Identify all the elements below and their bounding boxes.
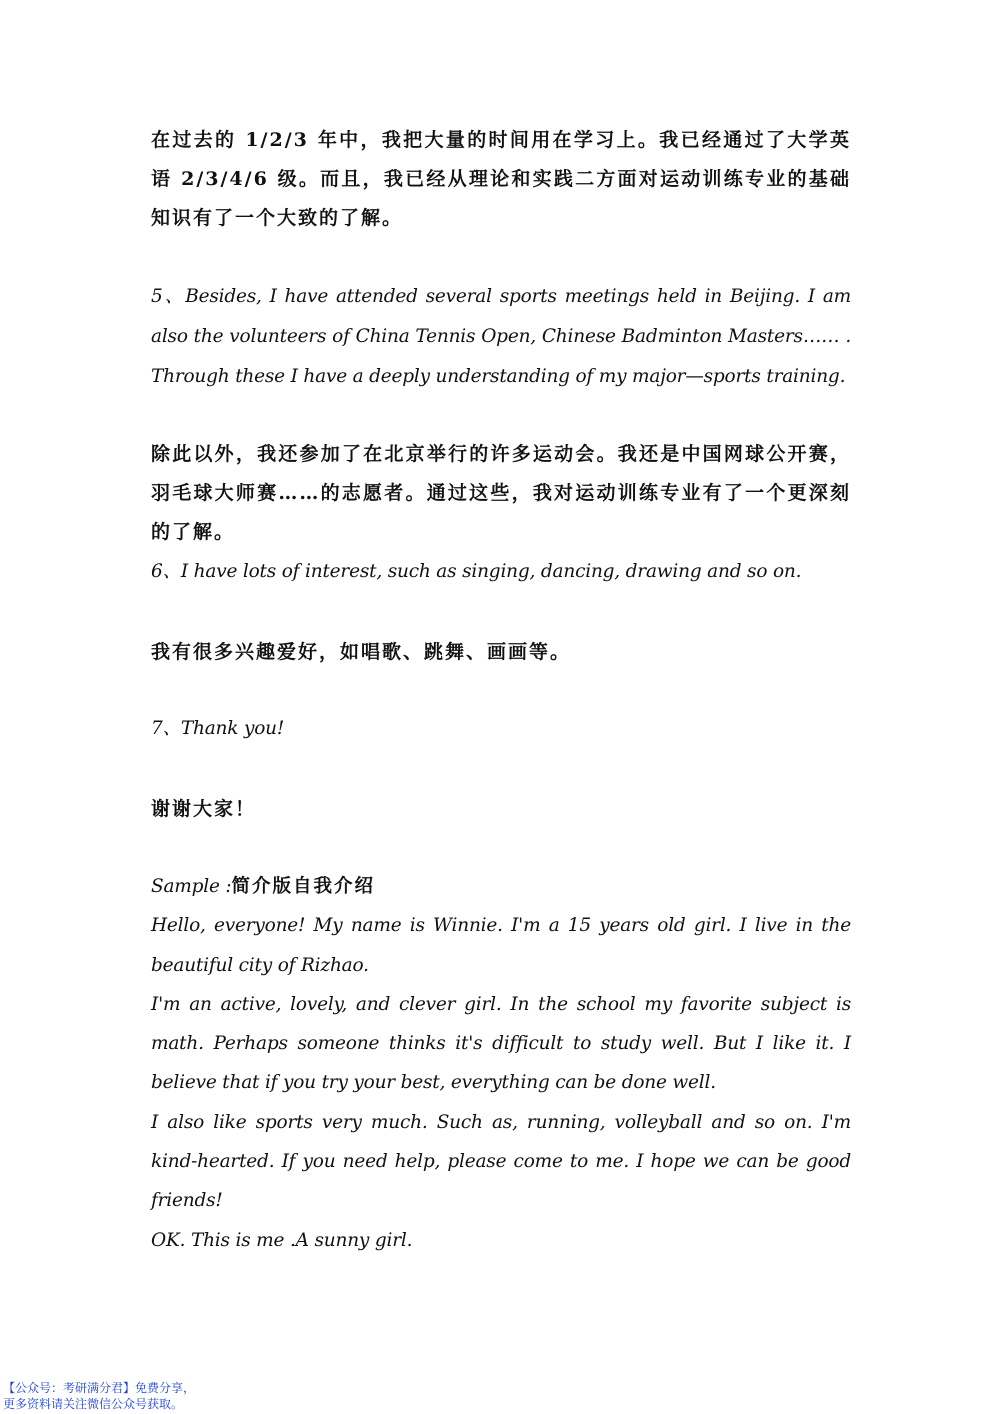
paragraph-p7-cn: 谢谢大家！ bbox=[151, 798, 257, 820]
sample-line-4: OK. This is me .A sunny girl. bbox=[151, 1229, 413, 1251]
paragraph-p7-en: 7、Thank you! bbox=[151, 718, 285, 739]
paragraph-p5-cn: 除此以外，我还参加了在北京举行的许多运动会。我还是中国网球公开赛，羽毛球大师赛……的志愿者。通过这些，我对运动训练专业有了一个更深刻的了解。 bbox=[151, 443, 851, 543]
sample-label: Sample : bbox=[151, 876, 232, 897]
footer-notice bbox=[3, 1380, 195, 1412]
paragraph-p6-cn: 我有很多兴趣爱好，如唱歌、跳舞、画画等。 bbox=[151, 641, 572, 663]
paragraph-p1-cn: 在过去的 1/2/3 年中，我把大量的时间用在学习上。我已经通过了大学英语 2/3/4/6 级。而且，我已经从理论和实践二方面对运动训练专业的基础知识有了一个大致的了解。 bbox=[151, 129, 851, 229]
footer-line-2: 更多资料请关注微信公众号获取。 bbox=[3, 1397, 184, 1411]
footer-line-1: 【公众号：考研满分君】免费分享， bbox=[3, 1381, 196, 1395]
sample-line-3: I also like sports very much. Such as, running, volleyball and so on. I'm kind-hearted. If you need help, please come to me. I hope we can be good friends! bbox=[151, 1111, 851, 1212]
sample-title bbox=[151, 867, 851, 906]
sample-title-cn: 简介版自我介绍 bbox=[231, 876, 375, 897]
paragraph-p5-en: 5、Besides, I have attended several sports meetings held in Beijing. I am also the volunteers of China Tennis Open, Chinese Badminton Masters…… . Through these I have a deeply understanding of my major—sports training. bbox=[151, 286, 851, 387]
sample-section bbox=[151, 867, 851, 1260]
sample-line-2: I'm an active, lovely, and clever girl. In the school my favorite subject is math. Perhaps someone thinks it's difficult to study well. But I like it. I believe that if you try your best, everything can be done well. bbox=[151, 993, 851, 1094]
sample-line-1: Hello, everyone! My name is Winnie. I'm a 15 years old girl. I live in the beautiful city of Rizhao. bbox=[151, 915, 851, 976]
paragraph-p6-en: 6、I have lots of interest, such as singing, dancing, drawing and so on. bbox=[151, 561, 802, 582]
